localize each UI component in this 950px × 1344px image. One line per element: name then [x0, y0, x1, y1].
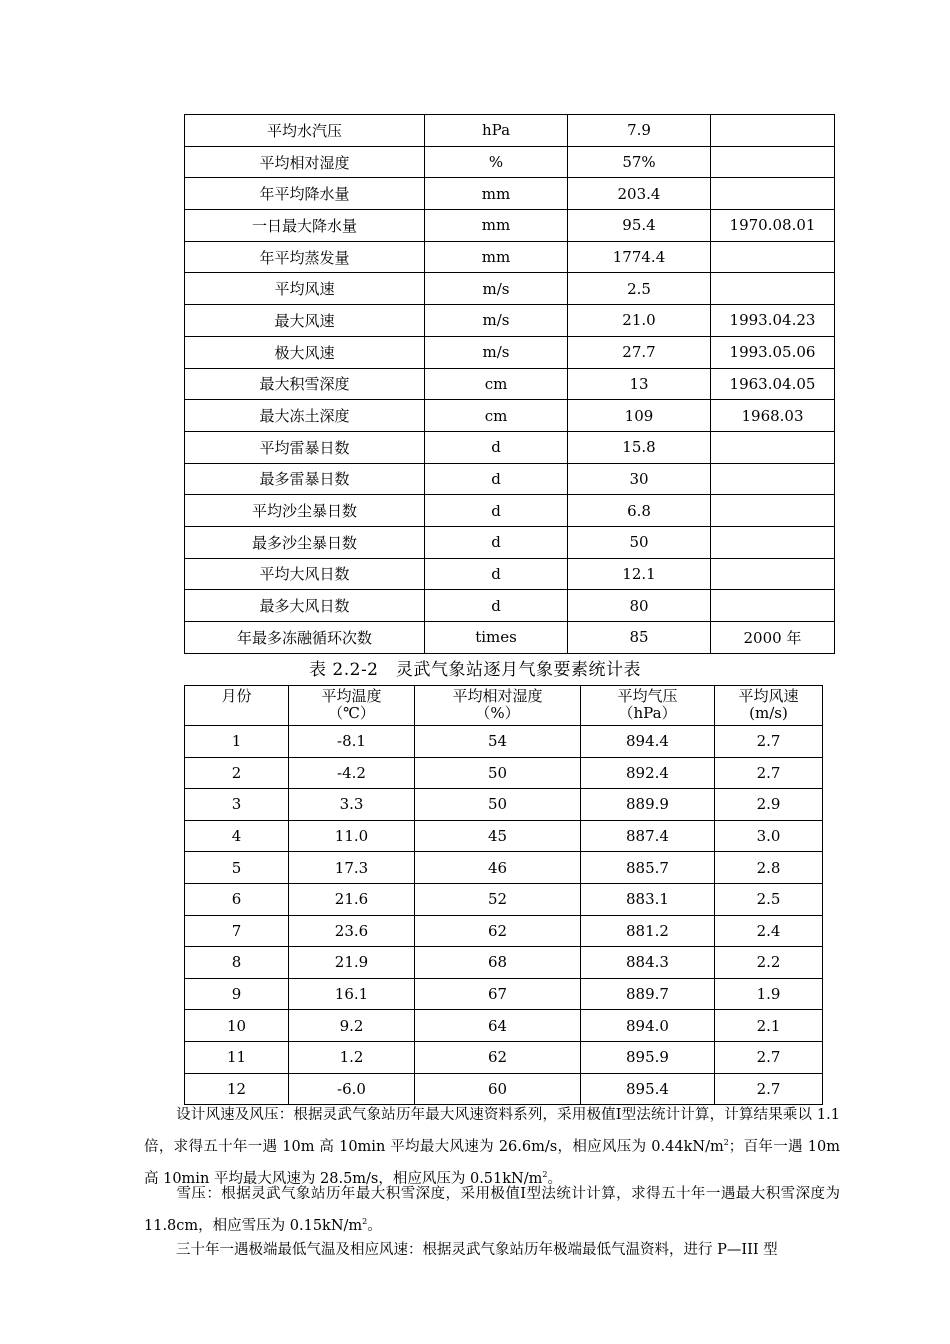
table-cell: d	[425, 431, 568, 463]
table-caption: 表 2.2-2 灵武气象站逐月气象要素统计表	[309, 660, 641, 680]
table-cell: 50	[415, 757, 581, 789]
table-cell: 889.7	[581, 978, 715, 1010]
table-cell: 一日最大降水量	[185, 210, 425, 242]
table-row	[185, 915, 823, 947]
table-cell: 2.2	[715, 947, 823, 979]
table-cell: d	[425, 495, 568, 527]
header-avg-wind: 平均风速 (m/s)	[715, 686, 823, 726]
table-cell: 1774.4	[568, 241, 711, 273]
table-cell: 最多大风日数	[185, 590, 425, 622]
table-cell: 3	[185, 789, 289, 821]
table-row	[185, 789, 823, 821]
table-cell: m/s	[425, 273, 568, 305]
table-cell: 年最多冻融循环次数	[185, 622, 425, 654]
table-cell	[711, 273, 835, 305]
table-cell: cm	[425, 368, 568, 400]
table-row	[185, 883, 823, 915]
table-cell: 895.9	[581, 1041, 715, 1073]
table-cell: 7.9	[568, 115, 711, 147]
table-cell: 2.9	[715, 789, 823, 821]
table-cell: 60	[415, 1073, 581, 1105]
table-cell: 8	[185, 947, 289, 979]
table-cell: m/s	[425, 336, 568, 368]
table-cell: 6	[185, 883, 289, 915]
table-cell: 30	[568, 463, 711, 495]
table-cell: mm	[425, 241, 568, 273]
table-cell: mm	[425, 210, 568, 242]
table-cell: 17.3	[289, 852, 415, 884]
table-cell: d	[425, 463, 568, 495]
table-cell	[711, 146, 835, 178]
table-cell: 64	[415, 1010, 581, 1042]
table-row	[185, 178, 835, 210]
table-cell: 15.8	[568, 431, 711, 463]
table-cell	[711, 241, 835, 273]
table-cell: 2.5	[568, 273, 711, 305]
table-row	[185, 146, 835, 178]
table-cell: 50	[415, 789, 581, 821]
table-cell: 最多沙尘暴日数	[185, 526, 425, 558]
table-cell: 85	[568, 622, 711, 654]
table-cell: %	[425, 146, 568, 178]
table-cell: 平均雷暴日数	[185, 431, 425, 463]
table-cell	[711, 495, 835, 527]
table-row	[185, 726, 823, 758]
table-cell: 1.9	[715, 978, 823, 1010]
table-cell: 11	[185, 1041, 289, 1073]
table-cell: 2.7	[715, 757, 823, 789]
table-cell: 62	[415, 1041, 581, 1073]
table-cell: 894.4	[581, 726, 715, 758]
table-cell: 21.9	[289, 947, 415, 979]
table-cell: times	[425, 622, 568, 654]
header-avg-pressure: 平均气压 （hPa）	[581, 686, 715, 726]
table-cell: 16.1	[289, 978, 415, 1010]
table-header-row	[185, 686, 823, 726]
header-avg-humidity: 平均相对湿度 （%）	[415, 686, 581, 726]
table-cell: 2.7	[715, 1073, 823, 1105]
table-row	[185, 852, 823, 884]
table-cell: 2.7	[715, 726, 823, 758]
table-cell: 平均沙尘暴日数	[185, 495, 425, 527]
table-row	[185, 1073, 823, 1105]
table-row	[185, 210, 835, 242]
table-cell: 平均大风日数	[185, 558, 425, 590]
table-cell: 3.0	[715, 820, 823, 852]
table-cell: 885.7	[581, 852, 715, 884]
table-cell: hPa	[425, 115, 568, 147]
table-cell: 887.4	[581, 820, 715, 852]
table-row	[185, 1010, 823, 1042]
table-cell: 1993.04.23	[711, 305, 835, 337]
table-cell: 23.6	[289, 915, 415, 947]
table-cell	[711, 178, 835, 210]
table-cell: 2.7	[715, 1041, 823, 1073]
monthly-climate-table	[184, 685, 823, 1105]
table-row	[185, 463, 835, 495]
table-cell: 4	[185, 820, 289, 852]
table-cell: 2.4	[715, 915, 823, 947]
header-avg-temp: 平均温度 （℃）	[289, 686, 415, 726]
table-cell	[711, 463, 835, 495]
table-cell: 62	[415, 915, 581, 947]
table-cell: 67	[415, 978, 581, 1010]
table-row	[185, 305, 835, 337]
table-row	[185, 820, 823, 852]
table-cell: 46	[415, 852, 581, 884]
table-cell: 1968.03	[711, 400, 835, 432]
table-cell: m/s	[425, 305, 568, 337]
table-row	[185, 622, 835, 654]
table-cell: 21.0	[568, 305, 711, 337]
header-month: 月份	[185, 686, 289, 726]
table-cell: 2	[185, 757, 289, 789]
table-cell: 13	[568, 368, 711, 400]
wind-pressure-paragraph: 设计风速及风压：根据灵武气象站历年最大风速资料系列，采用极值Ⅰ型法统计计算，计算结果乘以 1.1 倍，求得五十年一遇 10m 高 10min 平均最大风速为 26.6m/s，相应风压为 $0.44kN/m^2$；百年一遇 10m 高 10min 平均最大风速为 28.5m/s，相应风压为 $0.51kN/m^2$。	[144, 1107, 840, 1187]
table-cell	[711, 526, 835, 558]
table-cell: 894.0	[581, 1010, 715, 1042]
table-cell: -6.0	[289, 1073, 415, 1105]
table-cell: 45	[415, 820, 581, 852]
table-cell: 27.7	[568, 336, 711, 368]
table-row	[185, 1041, 823, 1073]
table-cell: 68	[415, 947, 581, 979]
table-cell: 12	[185, 1073, 289, 1105]
table-cell: 12.1	[568, 558, 711, 590]
table-cell: 57%	[568, 146, 711, 178]
table-cell: 6.8	[568, 495, 711, 527]
table-row	[185, 590, 835, 622]
table-cell: 80	[568, 590, 711, 622]
table-cell	[711, 431, 835, 463]
table-cell: 1993.05.06	[711, 336, 835, 368]
table-row	[185, 526, 835, 558]
table-cell: d	[425, 590, 568, 622]
snow-pressure-paragraph: 雪压：根据灵武气象站历年最大积雪深度，采用极值Ⅰ型法统计计算，求得五十年一遇最大积雪深度为 11.8cm，相应雪压为 $0.15kN/m^2$。	[144, 1186, 840, 1234]
table-cell: 2.8	[715, 852, 823, 884]
table-cell: 极大风速	[185, 336, 425, 368]
table-cell: 1963.04.05	[711, 368, 835, 400]
table-row	[185, 241, 835, 273]
table-cell: 10	[185, 1010, 289, 1042]
table-row	[185, 978, 823, 1010]
table-cell: 5	[185, 852, 289, 884]
table-cell: 最多雷暴日数	[185, 463, 425, 495]
table-cell: 9	[185, 978, 289, 1010]
table-cell: 50	[568, 526, 711, 558]
table-cell: 2000 年	[711, 622, 835, 654]
annual-climate-table-body	[185, 115, 835, 654]
table-cell: 884.3	[581, 947, 715, 979]
table-cell: 881.2	[581, 915, 715, 947]
table-cell: 最大积雪深度	[185, 368, 425, 400]
table-cell: mm	[425, 178, 568, 210]
annual-climate-table	[184, 114, 835, 654]
table-cell: -8.1	[289, 726, 415, 758]
table-cell: 52	[415, 883, 581, 915]
table-row	[185, 757, 823, 789]
table-cell: 9.2	[289, 1010, 415, 1042]
table-cell: 883.1	[581, 883, 715, 915]
table-cell: cm	[425, 400, 568, 432]
table-cell: 21.6	[289, 883, 415, 915]
table-cell	[711, 590, 835, 622]
table-cell	[711, 558, 835, 590]
table-row	[185, 400, 835, 432]
table-row	[185, 368, 835, 400]
table-cell: -4.2	[289, 757, 415, 789]
table-cell: 95.4	[568, 210, 711, 242]
monthly-climate-table-body	[185, 726, 823, 1105]
table-cell: 2.1	[715, 1010, 823, 1042]
min-temperature-paragraph: 三十年一遇极端最低气温及相应风速：根据灵武气象站历年极端最低气温资料，进行 P—III 型	[176, 1242, 778, 1258]
table-cell: 54	[415, 726, 581, 758]
table-cell: 1	[185, 726, 289, 758]
table-cell: 2.5	[715, 883, 823, 915]
table-cell: 889.9	[581, 789, 715, 821]
table-cell: 3.3	[289, 789, 415, 821]
table-row	[185, 558, 835, 590]
table-cell: 平均风速	[185, 273, 425, 305]
table-row	[185, 495, 835, 527]
table-cell: 平均水汽压	[185, 115, 425, 147]
table-row	[185, 115, 835, 147]
table-cell: 109	[568, 400, 711, 432]
table-row	[185, 336, 835, 368]
table-cell	[711, 115, 835, 147]
table-row	[185, 431, 835, 463]
table-cell: 年平均蒸发量	[185, 241, 425, 273]
table-cell: d	[425, 558, 568, 590]
table-cell: 11.0	[289, 820, 415, 852]
table-cell: 1.2	[289, 1041, 415, 1073]
table-cell: 平均相对湿度	[185, 146, 425, 178]
table-cell: 892.4	[581, 757, 715, 789]
table-cell: 最大冻土深度	[185, 400, 425, 432]
table-cell: 7	[185, 915, 289, 947]
table-cell: 203.4	[568, 178, 711, 210]
table-cell: 1970.08.01	[711, 210, 835, 242]
table-cell: 895.4	[581, 1073, 715, 1105]
table-cell: 最大风速	[185, 305, 425, 337]
table-cell: 年平均降水量	[185, 178, 425, 210]
table-cell: d	[425, 526, 568, 558]
table-row	[185, 273, 835, 305]
table-row	[185, 947, 823, 979]
